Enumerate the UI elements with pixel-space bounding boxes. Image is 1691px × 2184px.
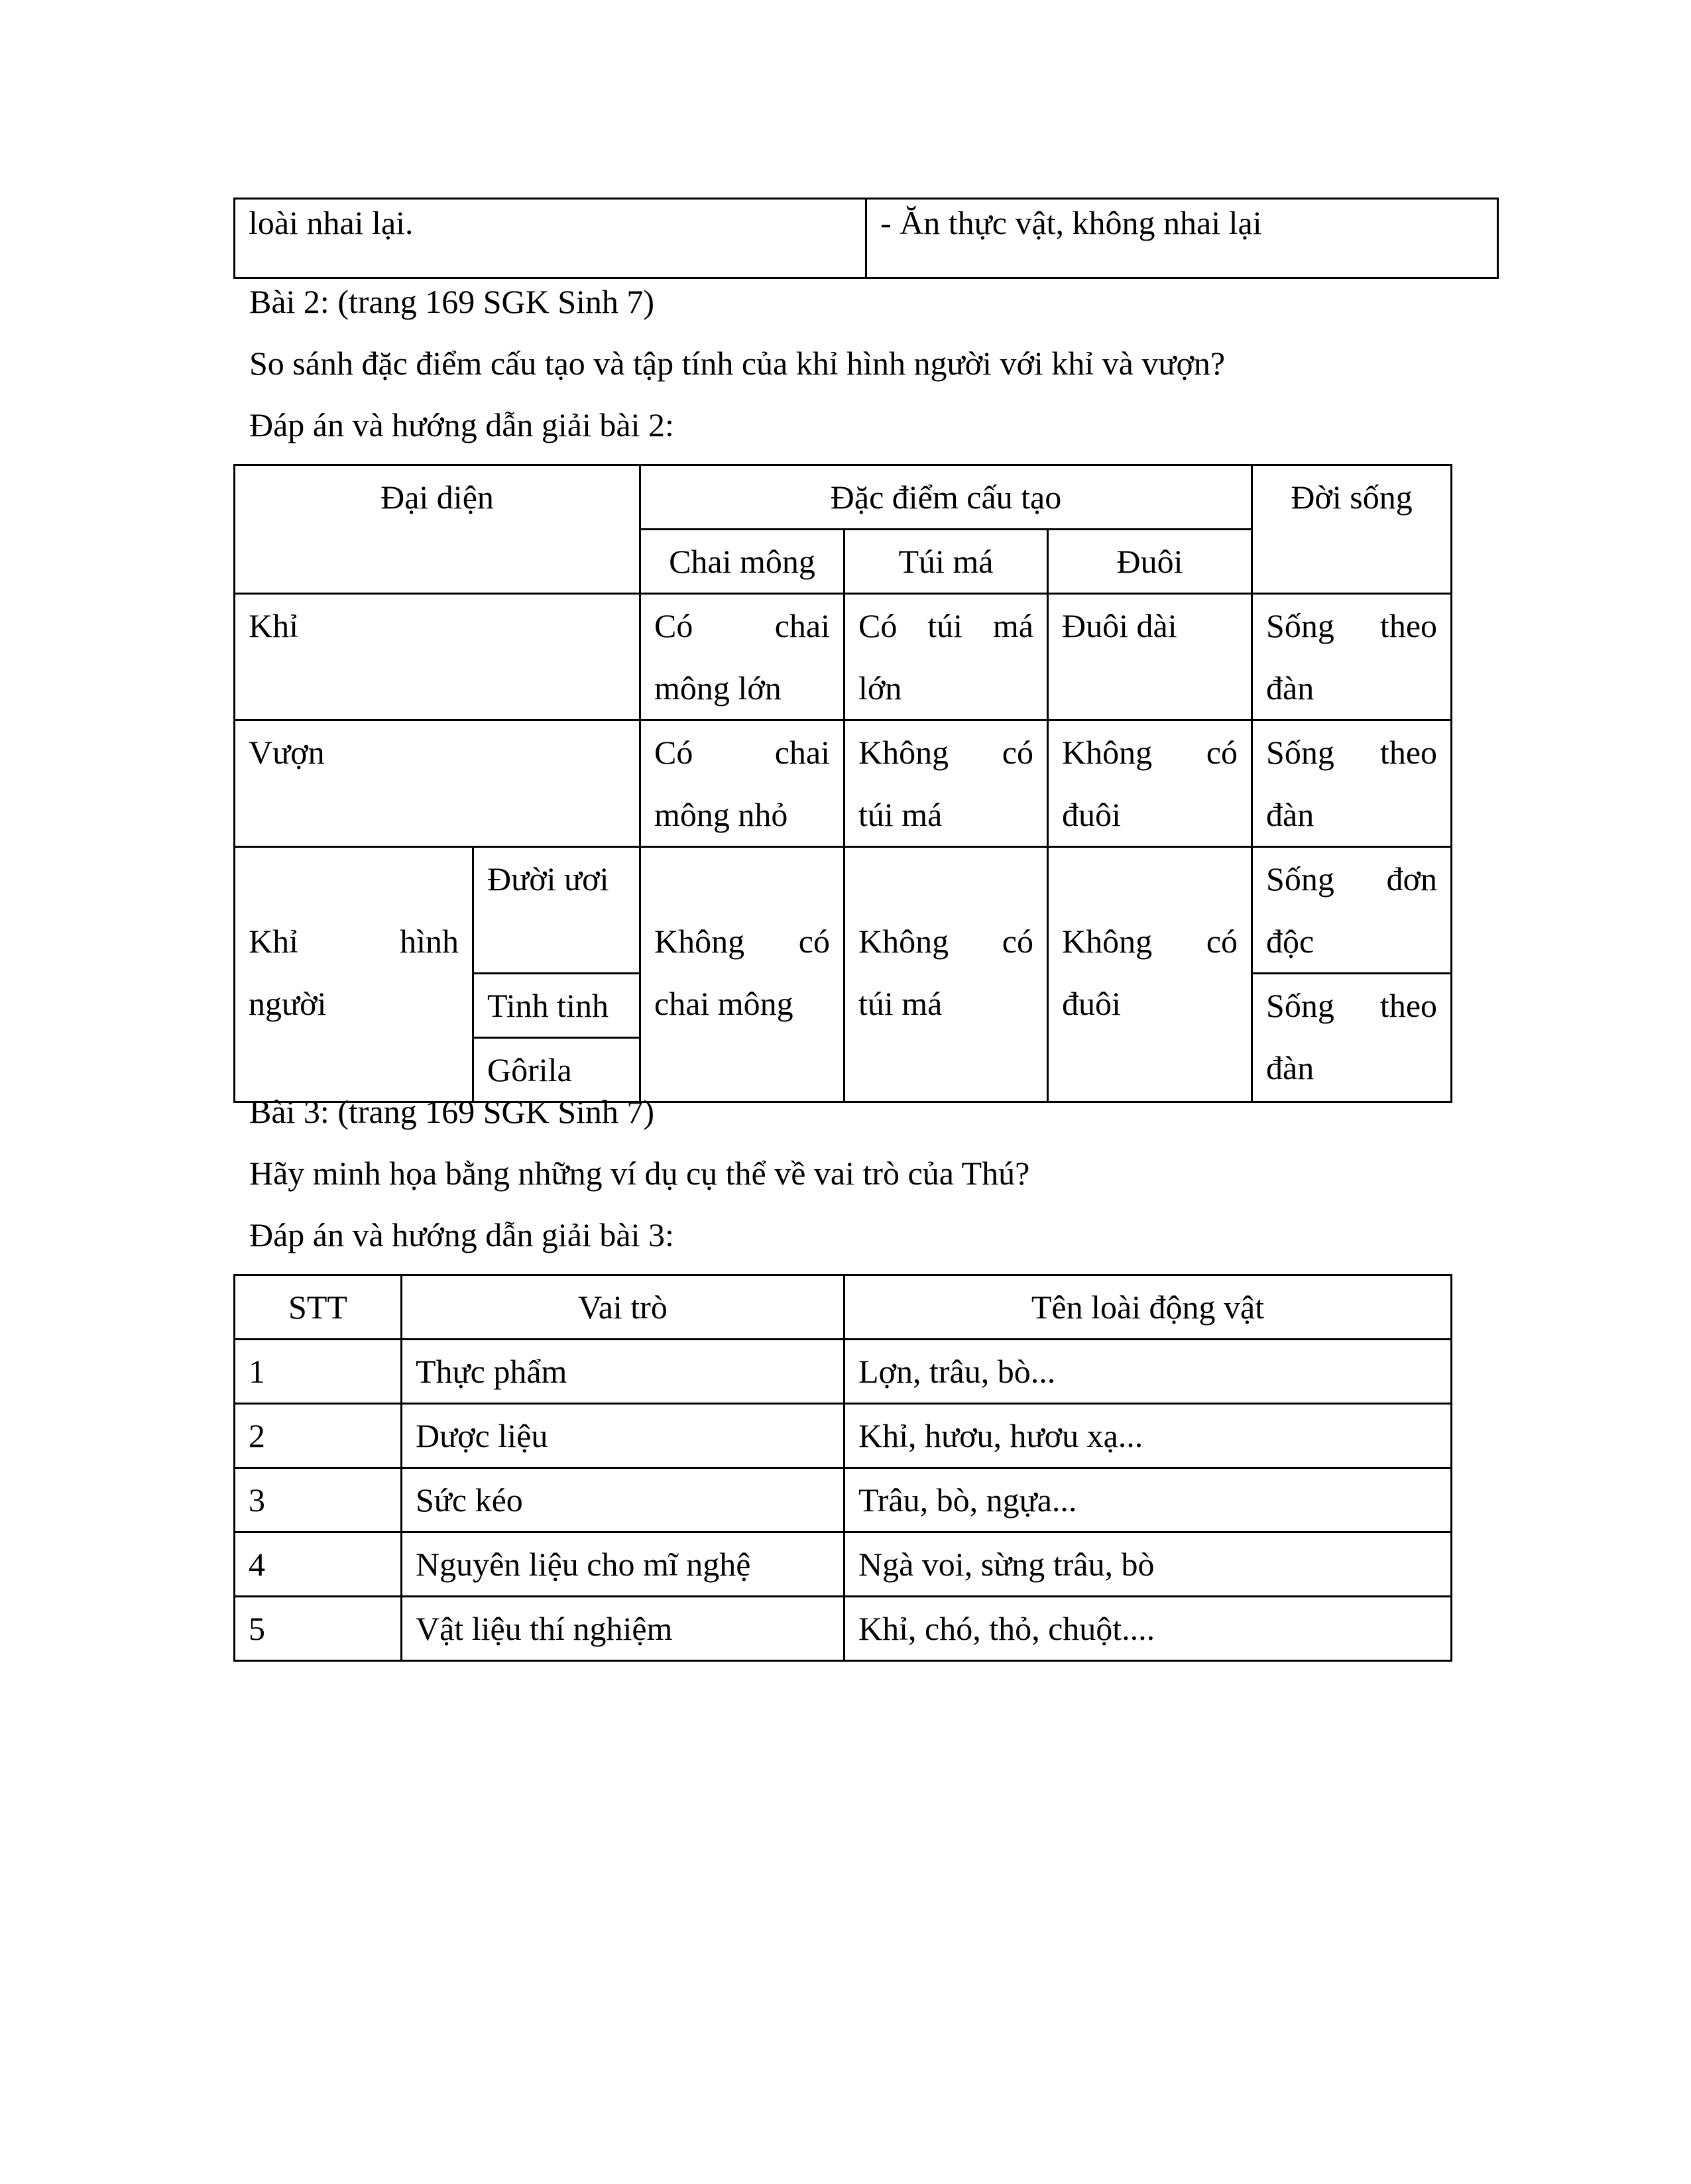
ten-loai-cell: Trâu, bò, ngựa... [845, 1468, 1452, 1532]
header-tui-ma: Túi má [845, 530, 1048, 594]
vai-tro-cell: Dược liệu [402, 1404, 845, 1468]
table-row [235, 594, 1452, 720]
khi-hinh-nguoi-song-don-doc: Sống đơn độc [1252, 847, 1452, 974]
table-row [235, 1532, 1452, 1597]
table-row [235, 1597, 1452, 1661]
stt-cell: 1 [235, 1340, 402, 1404]
ten-loai-cell: Lợn, trâu, bò... [845, 1340, 1452, 1404]
bai3-table [233, 1274, 1452, 1662]
vai-tro-cell: Vật liệu thí nghiệm [402, 1597, 845, 1661]
vuon-doi-song: Sống theo đàn [1252, 720, 1452, 847]
row-khi-name: Khỉ [235, 594, 640, 720]
khi-doi-song: Sống theo đàn [1252, 594, 1452, 720]
bai2-question: So sánh đặc điểm cấu tạo và tập tính của khỉ hình người với khỉ và vượn? [249, 345, 1226, 382]
table-row [235, 847, 1452, 974]
header-chai-mong: Chai mông [640, 530, 845, 594]
ten-loai-cell: Khỉ, chó, thỏ, chuột.... [845, 1597, 1452, 1661]
khi-tui-ma: Có túi má lớn [845, 594, 1048, 720]
top-table-right-cell: - Ăn thực vật, không nhai lại [866, 199, 1498, 278]
header-doi-song: Đời sống [1252, 465, 1452, 594]
header-vai-tro: Vai trò [402, 1275, 845, 1340]
row-vuon-name: Vượn [235, 720, 640, 847]
stt-cell: 2 [235, 1404, 402, 1468]
table-row [235, 1340, 1452, 1404]
khi-duoi: Đuôi dài [1048, 594, 1252, 720]
khi-hinh-nguoi-tui-ma: Không có túi má [845, 847, 1048, 1102]
ten-loai-cell: Ngà voi, sừng trâu, bò [845, 1532, 1452, 1597]
table-row [235, 1468, 1452, 1532]
khi-hinh-nguoi-duoi: Không có đuôi [1048, 847, 1252, 1102]
top-table-left-cell: loài nhai lại. [235, 199, 866, 278]
header-stt: STT [235, 1275, 402, 1340]
khi-hinh-nguoi-chai-mong: Không có chai mông [640, 847, 845, 1102]
header-dac-diem: Đặc điểm cấu tạo [640, 465, 1252, 530]
stt-cell: 5 [235, 1597, 402, 1661]
vai-tro-cell: Thực phẩm [402, 1340, 845, 1404]
khi-hinh-nguoi-song-theo-dan: Sống theo đàn [1252, 974, 1452, 1102]
bai2-heading: Bài 2: (trang 169 SGK Sinh 7) [249, 283, 655, 320]
header-ten-loai: Tên loài động vật [845, 1275, 1452, 1340]
vuon-tui-ma: Không có túi má [845, 720, 1048, 847]
row-khi-hinh-nguoi-name: Khỉ hình người [235, 847, 473, 1102]
khi-hinh-nguoi-duoi-uoi: Đười ươi [473, 847, 640, 974]
bai3-question: Hãy minh họa bằng những ví dụ cụ thể về vai trò của Thú? [249, 1155, 1030, 1192]
bai3-answer-heading: Đáp án và hướng dẫn giải bài 3: [249, 1216, 674, 1253]
bai3-heading: Bài 3: (trang 169 SGK Sinh 7) [249, 1093, 655, 1130]
vuon-chai-mong: Có chai mông nhỏ [640, 720, 845, 847]
ten-loai-cell: Khỉ, hươu, hươu xạ... [845, 1404, 1452, 1468]
khi-hinh-nguoi-gorila: Gôrila [473, 1038, 640, 1102]
vuon-duoi: Không có đuôi [1048, 720, 1252, 847]
stt-cell: 3 [235, 1468, 402, 1532]
khi-chai-mong: Có chai mông lớn [640, 594, 845, 720]
vai-tro-cell: Sức kéo [402, 1468, 845, 1532]
table-row [235, 1404, 1452, 1468]
top-table [233, 198, 1499, 279]
header-duoi: Đuôi [1048, 530, 1252, 594]
header-dai-dien: Đại diện [235, 465, 640, 594]
bai2-answer-heading: Đáp án và hướng dẫn giải bài 2: [249, 406, 674, 443]
khi-hinh-nguoi-tinh-tinh: Tinh tinh [473, 974, 640, 1038]
stt-cell: 4 [235, 1532, 402, 1597]
table-row [235, 720, 1452, 847]
bai2-table [233, 464, 1452, 1103]
vai-tro-cell: Nguyên liệu cho mĩ nghệ [402, 1532, 845, 1597]
